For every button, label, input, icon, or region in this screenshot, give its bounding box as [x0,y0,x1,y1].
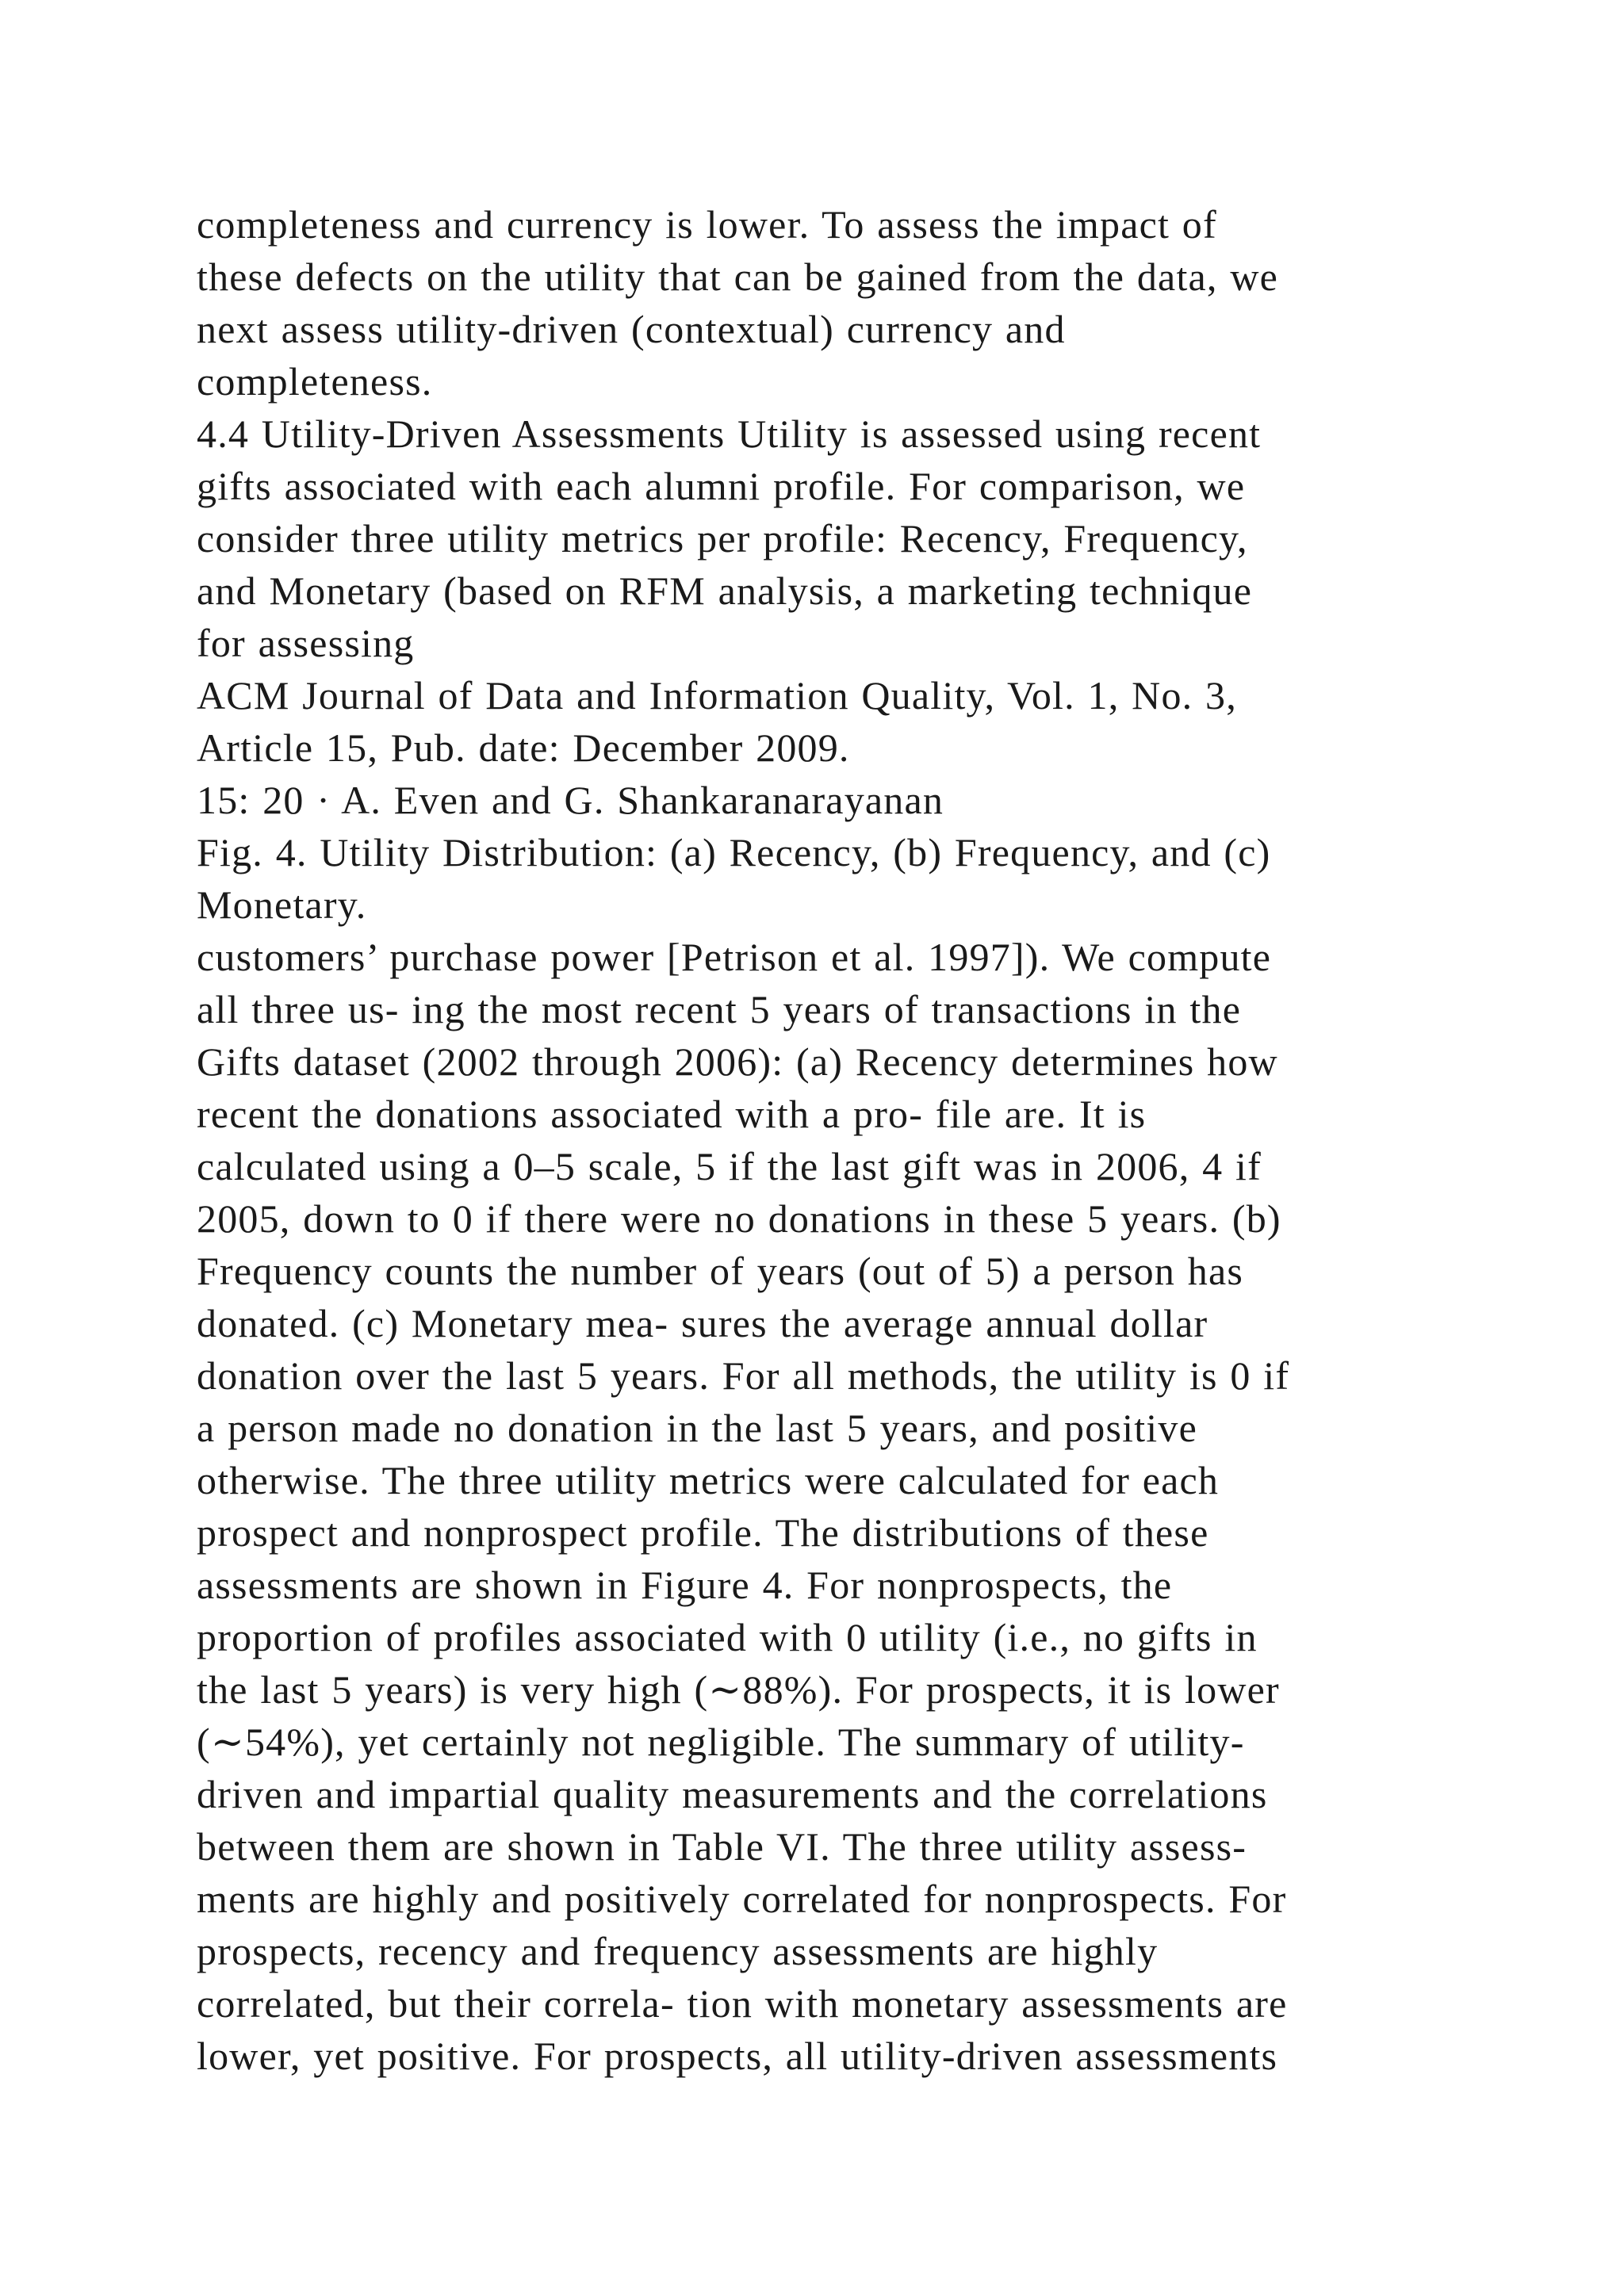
text-line: calculated using a 0–5 scale, 5 if the last gift was in 2006, 4 if [197,1144,1262,1188]
text-line: completeness. [197,359,433,404]
text-line: and Monetary (based on RFM analysis, a marketing technique [197,568,1253,613]
text-line: these defects on the utility that can be gained from the data, we [197,254,1279,299]
text-line: driven and impartial quality measurements and the correlations [197,1772,1268,1816]
text-line: all three us- ing the most recent 5 years of transactions in the [197,987,1242,1031]
figure-caption-line: Fig. 4. Utility Distribution: (a) Recency, (b) Frequency, and (c) [197,830,1271,874]
text-line: customers’ purchase power [Petrison et al. 1997]). We compute [197,935,1272,979]
figure-caption-line: Monetary. [197,882,367,927]
text-line: donated. (c) Monetary mea- sures the average annual dollar [197,1301,1208,1345]
text-line: recent the donations associated with a pro- file are. It is [197,1092,1147,1136]
document-page [197,198,1434,2082]
text-line: 2005, down to 0 if there were no donations in these 5 years. (b) [197,1196,1281,1241]
text-line: lower, yet positive. For prospects, all utility-driven assessments [197,2034,1278,2078]
text-line: Gifts dataset (2002 through 2006): (a) Recency determines how [197,1039,1278,1084]
journal-footer-line: Article 15, Pub. date: December 2009. [197,725,850,770]
text-line: for assessing [197,621,415,665]
text-line: correlated, but their correla- tion with monetary assessments are [197,1981,1288,2026]
text-line: (∼54%), yet certainly not negligible. The summary of utility- [197,1720,1245,1764]
text-line: consider three utility metrics per profile: Recency, Frequency, [197,516,1248,561]
text-line: Frequency counts the number of years (out of 5) a person has [197,1249,1244,1293]
section-heading-line: 4.4 Utility-Driven Assessments Utility is assessed using recent [197,411,1262,456]
text-line: assessments are shown in Figure 4. For nonprospects, the [197,1563,1173,1607]
text-line: gifts associated with each alumni profile. For comparison, we [197,464,1246,508]
text-line: ments are highly and positively correlated for nonprospects. For [197,1877,1287,1921]
text-line: next assess utility-driven (contextual) currency and [197,307,1066,351]
text-line: a person made no donation in the last 5 years, and positive [197,1406,1197,1450]
text-line: otherwise. The three utility metrics were calculated for each [197,1458,1220,1502]
text-line: between them are shown in Table VI. The three utility assess- [197,1824,1247,1869]
text-line: proportion of profiles associated with 0 utility (i.e., no gifts in [197,1615,1258,1659]
running-header-line: 15: 20 · A. Even and G. Shankaranarayanan [197,778,944,822]
text-line: donation over the last 5 years. For all methods, the utility is 0 if [197,1353,1290,1398]
text-line: prospect and nonprospect profile. The distributions of these [197,1510,1209,1555]
text-line: completeness and currency is lower. To assess the impact of [197,202,1217,247]
text-line: the last 5 years) is very high (∼88%). For prospects, it is lower [197,1667,1280,1712]
text-line: prospects, recency and frequency assessments are highly [197,1929,1159,1973]
journal-footer-line: ACM Journal of Data and Information Quality, Vol. 1, No. 3, [197,673,1237,718]
